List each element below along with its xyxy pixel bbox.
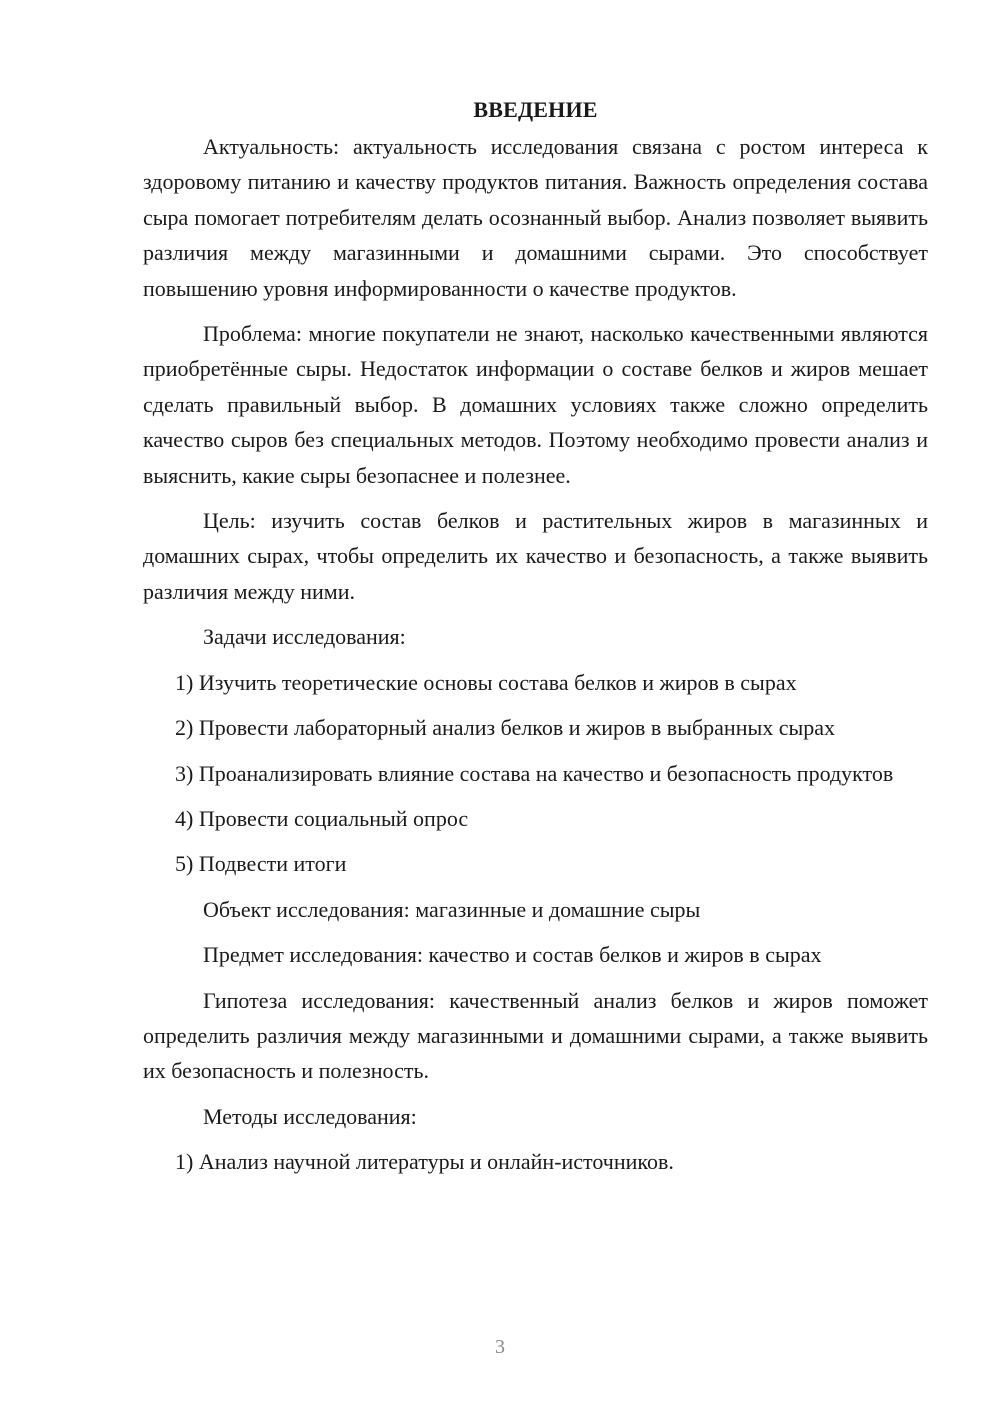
- method-item-1: 1) Анализ научной литературы и онлайн-источников.: [175, 1149, 674, 1175]
- tasks-heading: Задачи исследования:: [203, 624, 406, 650]
- task-item-4: 4) Провести социальный опрос: [175, 805, 469, 831]
- paragraph-hypothesis: Гипотеза исследования: качественный анализ белков и жиров поможет определить различия между магазинными и домашними сырами, а также выявить их безопасность и полезность.: [143, 987, 928, 1084]
- task-item-3: 3) Проанализировать влияние состава на качество и безопасность продуктов: [175, 760, 894, 786]
- task-item-1: 1) Изучить теоретические основы состава белков и жиров в сырах: [175, 669, 797, 695]
- document-page: [143, 95, 928, 1180]
- task-item-5: 5) Подвести итоги: [175, 851, 347, 877]
- paragraph-relevance: Актуальность: актуальность исследования связана с ростом интереса к здоровому питанию и качеству продуктов питания. Важность определения состава сыра помогает потребителям делать осознанный выбор. Анализ позволяет выявить различия между магазинными и домашними сырами. Это способствует повышению уровня информированности о качестве продуктов.: [143, 134, 928, 301]
- page-title: ВВЕДЕНИЕ: [473, 97, 598, 122]
- page-number: 3: [495, 1336, 505, 1358]
- paragraph-goal: Цель: изучить состав белков и растительных жиров в магазинных и домашних сырах, чтобы определить их качество и безопасность, а также выявить различия между ними.: [143, 508, 928, 604]
- paragraph-problem: Проблема: многие покупатели не знают, насколько качественными являются приобретённые сыры. Недостаток информации о составе белков и жиров мешает сделать правильный выбор. В домашних условиях также сложно определить качество сыров без специальных методов. Поэтому необходимо провести анализ и выяснить, какие сыры безопаснее и полезнее.: [143, 321, 928, 488]
- research-object: Объект исследования: магазинные и домашние сыры: [203, 896, 701, 922]
- methods-heading: Методы исследования:: [203, 1103, 417, 1129]
- task-item-2: 2) Провести лабораторный анализ белков и жиров в выбранных сырах: [175, 715, 836, 741]
- research-subject: Предмет исследования: качество и состав белков и жиров в сырах: [203, 942, 822, 968]
